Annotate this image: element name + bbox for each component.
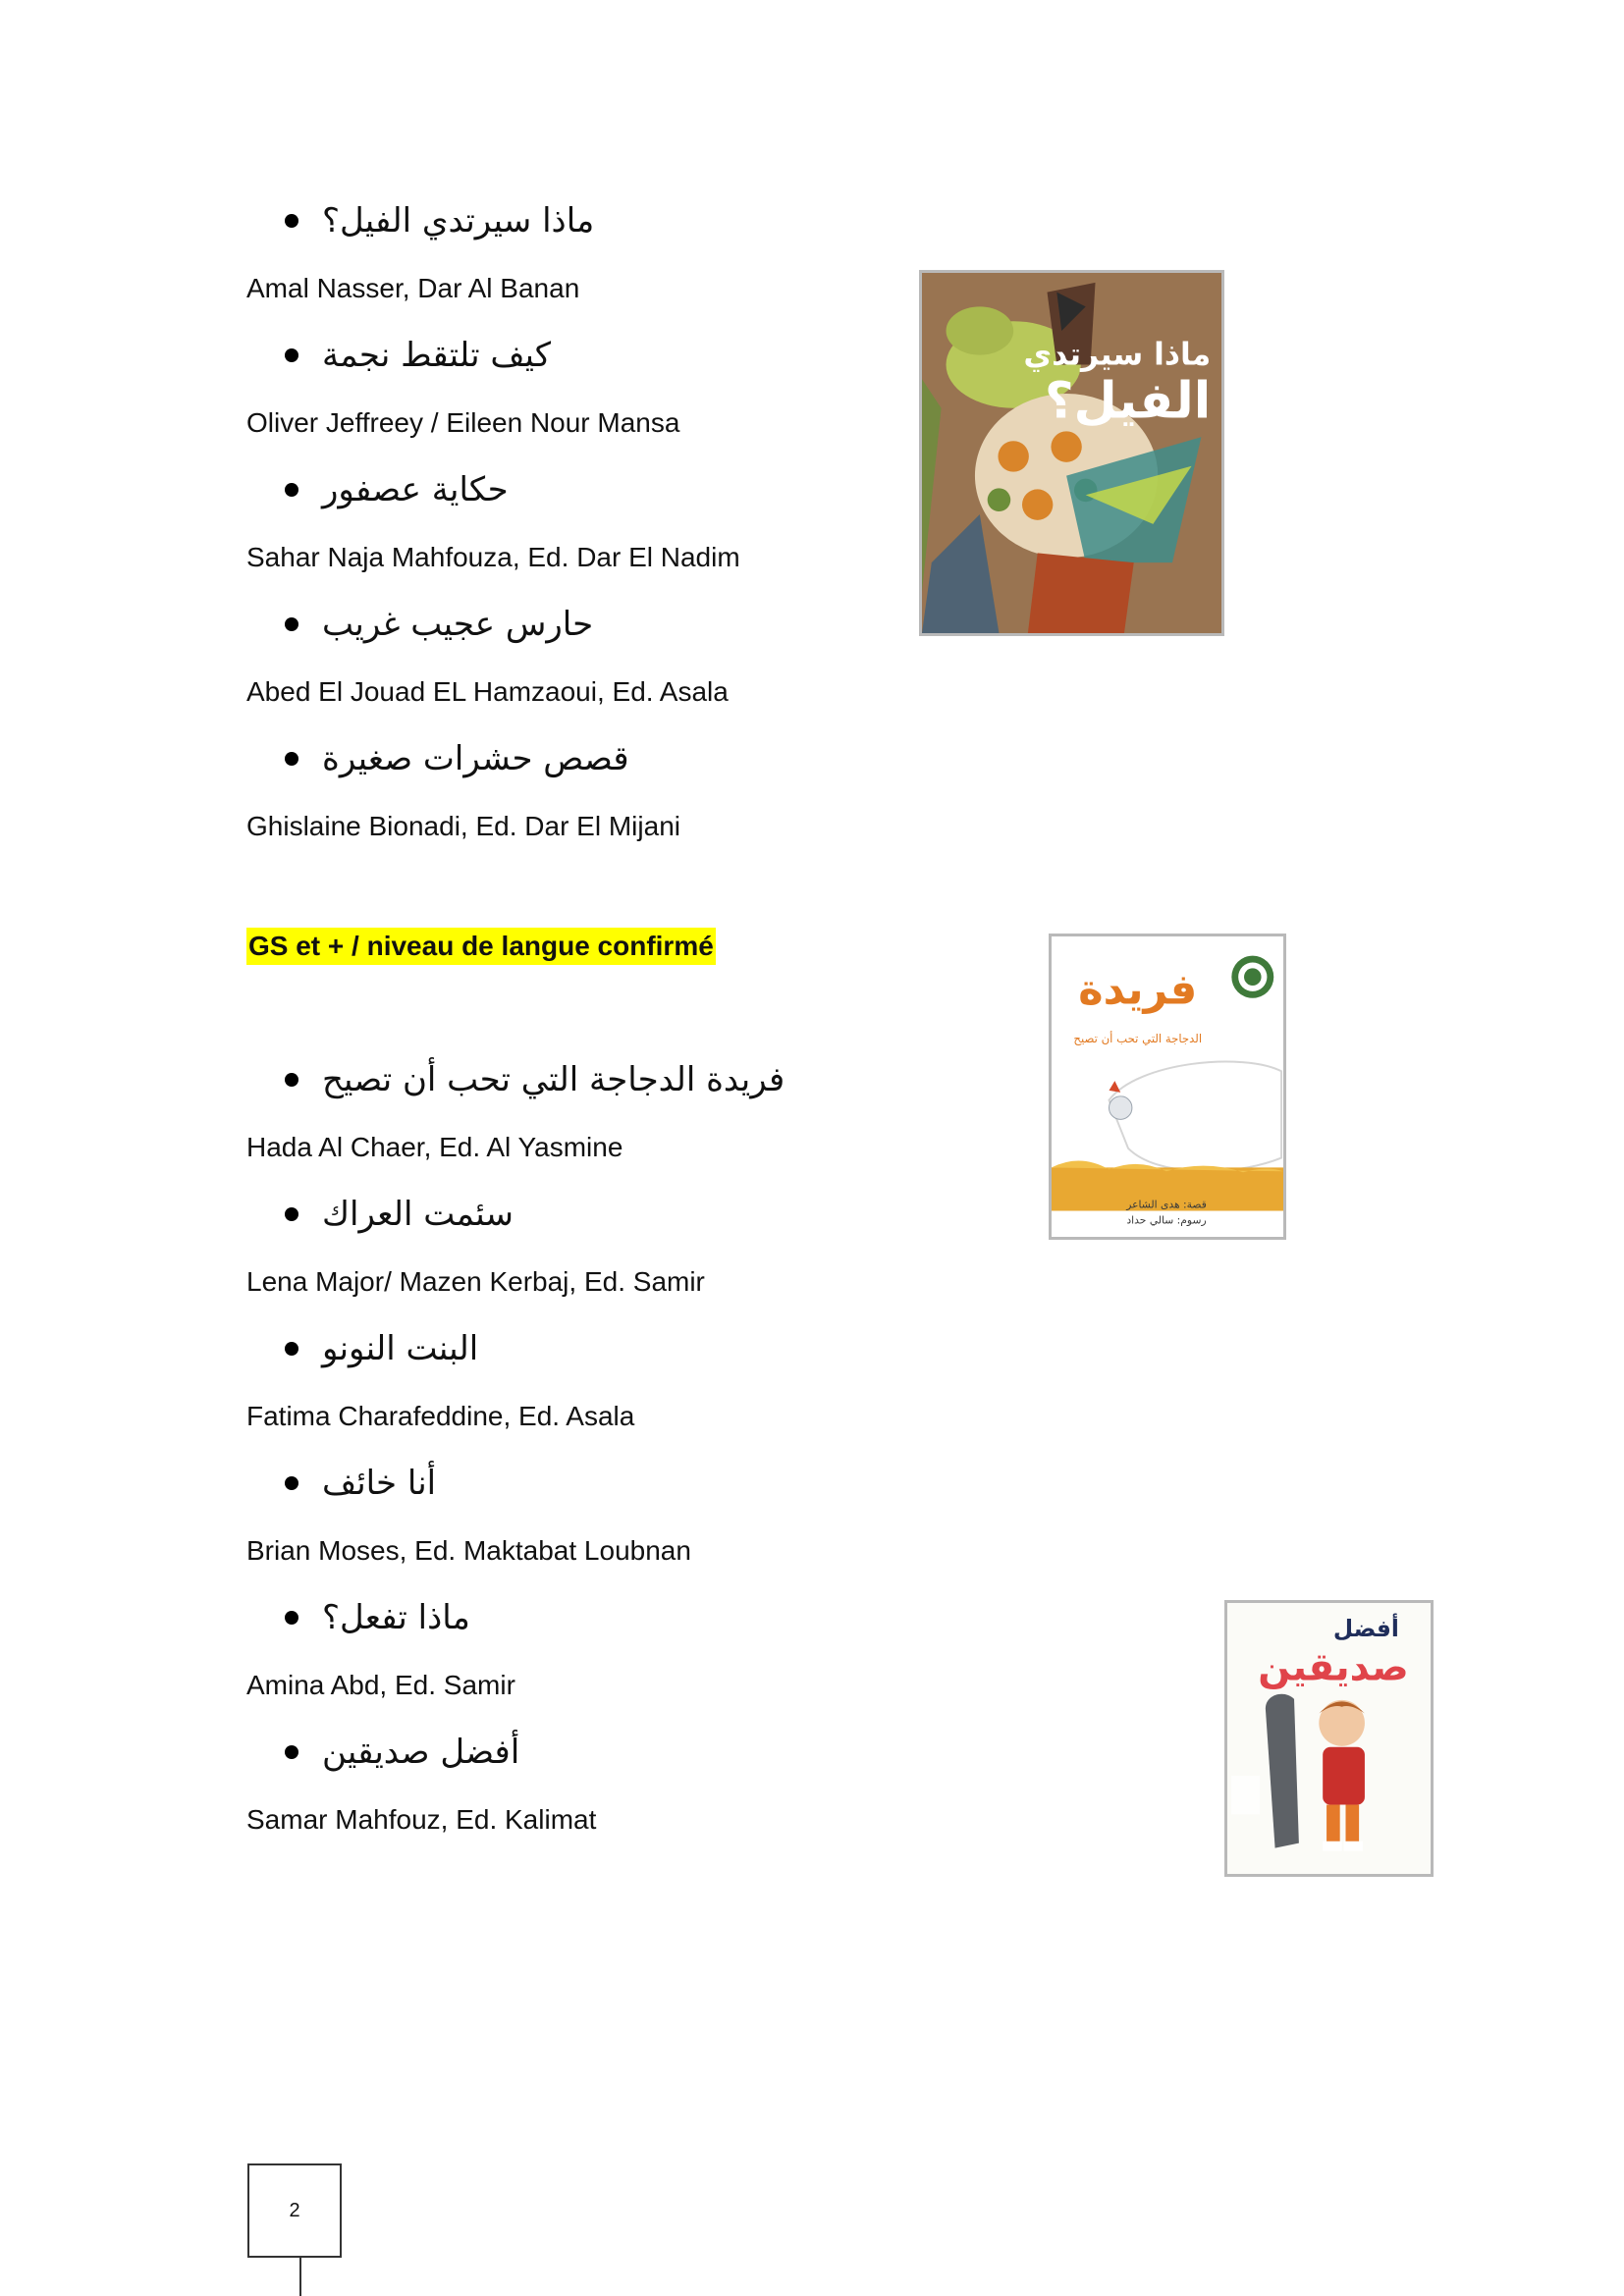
book-author: Amal Nasser, Dar Al Banan xyxy=(246,273,580,303)
book-author: Hada Al Chaer, Ed. Al Yasmine xyxy=(246,1132,623,1162)
cover-title: الفيل؟ xyxy=(1044,372,1212,431)
book-author: Lena Major/ Mazen Kerbaj, Ed. Samir xyxy=(246,1266,705,1297)
bullet xyxy=(285,1073,298,1087)
list-item xyxy=(285,595,593,654)
page-number: 2 xyxy=(247,2163,342,2258)
book-author: Abed El Jouad EL Hamzaoui, Ed. Asala xyxy=(246,676,729,707)
book-title: فريدة الدجاجة التي تحب أن تصيح xyxy=(322,1060,785,1099)
book-author: Oliver Jeffreey / Eileen Nour Mansa xyxy=(246,407,680,438)
book-title: كيف تلتقط نجمة xyxy=(322,336,552,375)
list-item xyxy=(285,729,629,788)
book-cover-best-friends xyxy=(1224,1600,1434,1877)
cover-title: ماذا سيرتدي xyxy=(1023,337,1212,373)
book-title: أنا خائف xyxy=(322,1464,437,1503)
bullet xyxy=(285,483,298,497)
list-item xyxy=(285,191,594,250)
list-item xyxy=(285,1454,436,1513)
book-author: Samar Mahfouz, Ed. Kalimat xyxy=(246,1804,597,1835)
book-title: أفضل صديقين xyxy=(322,1733,520,1772)
cover-credits: رسوم: سالي حداد xyxy=(1126,1213,1207,1227)
book-author: Fatima Charafeddine, Ed. Asala xyxy=(246,1401,635,1431)
book-author: Brian Moses, Ed. Maktabat Loubnan xyxy=(246,1535,691,1566)
book-title: حارس عجيب غريب xyxy=(322,605,594,644)
book-title: حكاية عصفور xyxy=(322,470,509,509)
section-heading: GS et + / niveau de langue confirmé xyxy=(246,928,716,965)
bullet xyxy=(285,348,298,362)
cover-credits: قصة: هدى الشاعر xyxy=(1126,1198,1207,1211)
list-item xyxy=(285,326,551,385)
bullet xyxy=(285,617,298,631)
list-item xyxy=(285,1588,470,1647)
book-title: البنت النونو xyxy=(322,1329,479,1368)
book-title: قصص حشرات صغيرة xyxy=(322,739,629,778)
list-item xyxy=(285,460,509,519)
bullet xyxy=(285,1342,298,1356)
list-item xyxy=(285,1185,514,1244)
book-title: ماذا تفعل؟ xyxy=(322,1598,470,1637)
book-author: Sahar Naja Mahfouza, Ed. Dar El Nadim xyxy=(246,542,740,572)
cover-title: أفضل xyxy=(1332,1615,1399,1643)
bullet xyxy=(285,1745,298,1759)
cover-title: فريدة xyxy=(1078,965,1198,1015)
list-item xyxy=(285,1050,785,1109)
book-author: Amina Abd, Ed. Samir xyxy=(246,1670,515,1700)
book-cover-elephant xyxy=(919,270,1224,636)
book-title: ماذا سيرتدي الفيل؟ xyxy=(322,201,595,240)
bullet xyxy=(285,752,298,766)
book-author: Ghislaine Bionadi, Ed. Dar El Mijani xyxy=(246,811,680,841)
book-title: سئمت العراك xyxy=(322,1195,514,1234)
bullet xyxy=(285,214,298,228)
list-item xyxy=(285,1319,478,1378)
bullet xyxy=(285,1207,298,1221)
bullet xyxy=(285,1476,298,1490)
list-item xyxy=(285,1723,519,1782)
bullet xyxy=(285,1611,298,1625)
cover-title: صديقين xyxy=(1258,1645,1409,1690)
page-number-connector xyxy=(299,2258,301,2296)
book-cover-farida xyxy=(1049,934,1286,1240)
cover-subtitle: الدجاجة التي تحب أن تصيح xyxy=(1073,1031,1203,1045)
